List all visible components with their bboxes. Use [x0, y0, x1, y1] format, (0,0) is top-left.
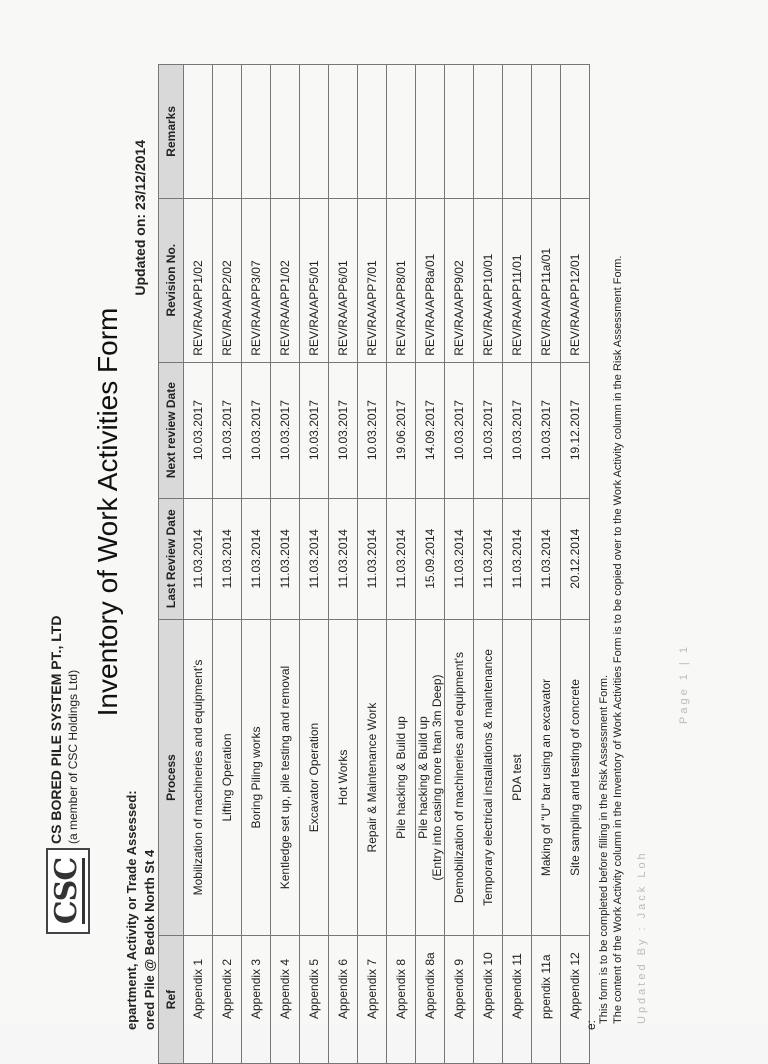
process-text: Pile hacking & Build up: [394, 716, 408, 839]
process-text: Boring Piling works: [249, 726, 263, 829]
cell-ref: Appendix 1: [184, 936, 213, 1064]
note-line-2: The content of the Work Activity column in the Inventory of Work Activities Form is to be copied over to the Work Activity column in the Risk Assessment Form.: [612, 255, 624, 1024]
cell-ref: Appendix 12: [561, 936, 590, 1064]
table-row: [213, 65, 242, 1064]
table-row: [184, 65, 213, 1064]
cell-ref: Appendix 5: [300, 936, 329, 1064]
cell-revision: REV/RA/APP9/02: [445, 198, 474, 362]
table-row: [329, 65, 358, 1064]
table-row: [561, 65, 590, 1064]
updated-on-date: Updated on: 23/12/2014: [132, 140, 148, 296]
table-row: [242, 65, 271, 1064]
process-text: Repair & Maintenance Work: [365, 702, 379, 853]
cell-remarks: [561, 65, 590, 199]
cell-next-review: 19.06.2017: [387, 362, 416, 498]
process-text-continued: (Entry into casing more than 3m Deep): [430, 674, 444, 881]
cell-revision: REV/RA/APP11a/01: [532, 198, 561, 362]
cell-remarks: [213, 65, 242, 199]
cell-remarks: [358, 65, 387, 199]
cell-revision: REV/RA/APP12/01: [561, 198, 590, 362]
cell-ref: ppendix 11a: [532, 936, 561, 1064]
cell-ref: Appendix 11: [503, 936, 532, 1064]
footer-page-number: Page 1 | 1: [678, 644, 690, 724]
cell-last-review: 11.03.2014: [387, 498, 416, 619]
cell-revision: REV/RA/APP1/02: [271, 198, 300, 362]
cell-process: [271, 619, 300, 935]
company-logo: [46, 848, 90, 934]
table-row: [416, 65, 445, 1064]
cell-ref: Appendix 9: [445, 936, 474, 1064]
header-revision: Revision No.: [159, 198, 184, 362]
cell-revision: REV/RA/APP5/01: [300, 198, 329, 362]
cell-remarks: [387, 65, 416, 199]
cell-last-review: 15.09.2014: [416, 498, 445, 619]
cell-ref: Appendix 4: [271, 936, 300, 1064]
cell-next-review: 10.03.2017: [445, 362, 474, 498]
cell-last-review: 11.03.2014: [532, 498, 561, 619]
cell-revision: REV/RA/APP1/02: [184, 198, 213, 362]
process-text: Pile hacking & Build up: [416, 716, 430, 839]
footer-updated-by: Updated By : Jack Loh: [636, 850, 648, 1024]
cell-process: [416, 619, 445, 935]
cell-revision: REV/RA/APP11/01: [503, 198, 532, 362]
cell-last-review: 11.03.2014: [503, 498, 532, 619]
cell-ref: Appendix 6: [329, 936, 358, 1064]
cell-next-review: 10.03.2017: [503, 362, 532, 498]
table-row: [387, 65, 416, 1064]
cell-process: [300, 619, 329, 935]
cell-next-review: 10.03.2017: [242, 362, 271, 498]
cell-process: [445, 619, 474, 935]
header-last-review: Last Review Date: [159, 498, 184, 619]
cell-revision: REV/RA/APP3/07: [242, 198, 271, 362]
cell-next-review: 10.03.2017: [474, 362, 503, 498]
work-activities-table: [158, 64, 590, 1064]
cell-remarks: [184, 65, 213, 199]
cell-process: [503, 619, 532, 935]
process-text: Hot Works: [336, 749, 350, 806]
cell-process: [329, 619, 358, 935]
cell-next-review: 10.03.2017: [358, 362, 387, 498]
header-process: Process: [159, 619, 184, 935]
table-row: [358, 65, 387, 1064]
cell-revision: REV/RA/APP2/02: [213, 198, 242, 362]
cell-process: [242, 619, 271, 935]
cell-last-review: 20.12.2014: [561, 498, 590, 619]
cell-remarks: [503, 65, 532, 199]
company-subtitle: (a member of CSC Holdings Ltd): [66, 669, 80, 844]
table-header-row: [159, 65, 184, 1064]
header-ref: Ref: [159, 936, 184, 1064]
process-text: Site sampling and testing of concrete: [568, 679, 582, 876]
cell-process: [532, 619, 561, 935]
table-row: [503, 65, 532, 1064]
process-text: Temporary electrical installations & maintenance: [481, 649, 495, 906]
cell-remarks: [474, 65, 503, 199]
cell-revision: REV/RA/APP8a/01: [416, 198, 445, 362]
table-row: [474, 65, 503, 1064]
cell-last-review: 11.03.2014: [474, 498, 503, 619]
cell-next-review: 10.03.2017: [271, 362, 300, 498]
cell-next-review: 10.03.2017: [532, 362, 561, 498]
cell-next-review: 14.09.2017: [416, 362, 445, 498]
cell-remarks: [445, 65, 474, 199]
cell-next-review: 19.12.2017: [561, 362, 590, 498]
cell-remarks: [271, 65, 300, 199]
note-heading: e:: [584, 1019, 598, 1030]
cell-revision: REV/RA/APP7/01: [358, 198, 387, 362]
cell-remarks: [329, 65, 358, 199]
cell-revision: REV/RA/APP10/01: [474, 198, 503, 362]
note-line-1: This form is to be completed before filling in the Risk Assessment Form.: [598, 674, 610, 1024]
cell-next-review: 10.03.2017: [300, 362, 329, 498]
cell-remarks: [416, 65, 445, 199]
cell-ref: Appendix 8a: [416, 936, 445, 1064]
process-text: Making of "U" bar using an excavator: [539, 678, 553, 877]
cell-next-review: 10.03.2017: [213, 362, 242, 498]
cell-process: [213, 619, 242, 935]
table-row: [532, 65, 561, 1064]
cell-process: [184, 619, 213, 935]
company-name: CS BORED PILE SYSTEM PT., LTD: [48, 615, 64, 844]
process-text: Kentledge set up, pile testing and removal: [278, 665, 292, 890]
cell-process: [561, 619, 590, 935]
cell-last-review: 11.03.2014: [445, 498, 474, 619]
cell-last-review: 11.03.2014: [213, 498, 242, 619]
cell-ref: Appendix 10: [474, 936, 503, 1064]
cell-process: [387, 619, 416, 935]
cell-last-review: 11.03.2014: [300, 498, 329, 619]
process-text: Excavator Operation: [307, 722, 321, 833]
table-body: [184, 65, 590, 1064]
cell-ref: Appendix 2: [213, 936, 242, 1064]
cell-last-review: 11.03.2014: [329, 498, 358, 619]
cell-process: [358, 619, 387, 935]
table-row: [300, 65, 329, 1064]
cell-last-review: 11.03.2014: [271, 498, 300, 619]
process-text: Demobilization of machineries and equipment's: [452, 651, 466, 904]
cell-ref: Appendix 3: [242, 936, 271, 1064]
process-text: Mobilization of machineries and equipment's: [191, 659, 205, 896]
table-row: [271, 65, 300, 1064]
header-remarks: Remarks: [159, 65, 184, 199]
cell-last-review: 11.03.2014: [242, 498, 271, 619]
cell-next-review: 10.03.2017: [329, 362, 358, 498]
process-text: PDA test: [510, 754, 524, 801]
cell-process: [474, 619, 503, 935]
cell-next-review: 10.03.2017: [184, 362, 213, 498]
process-text: Lifting Operation: [220, 733, 234, 822]
table-row: [445, 65, 474, 1064]
department-label: epartment, Activity or Trade Assessed:: [124, 790, 139, 1030]
cell-remarks: [242, 65, 271, 199]
cell-remarks: [532, 65, 561, 199]
form-title: Inventory of Work Activities Form: [92, 307, 123, 717]
cell-last-review: 11.03.2014: [358, 498, 387, 619]
cell-revision: REV/RA/APP8/01: [387, 198, 416, 362]
cell-ref: Appendix 7: [358, 936, 387, 1064]
cell-remarks: [300, 65, 329, 199]
logo-text: CSC: [48, 857, 84, 925]
cell-last-review: 11.03.2014: [184, 498, 213, 619]
header-next-review: Next review Date: [159, 362, 184, 498]
cell-ref: Appendix 8: [387, 936, 416, 1064]
site-label: ored Pile @ Bedok North St 4: [142, 849, 157, 1030]
cell-revision: REV/RA/APP6/01: [329, 198, 358, 362]
